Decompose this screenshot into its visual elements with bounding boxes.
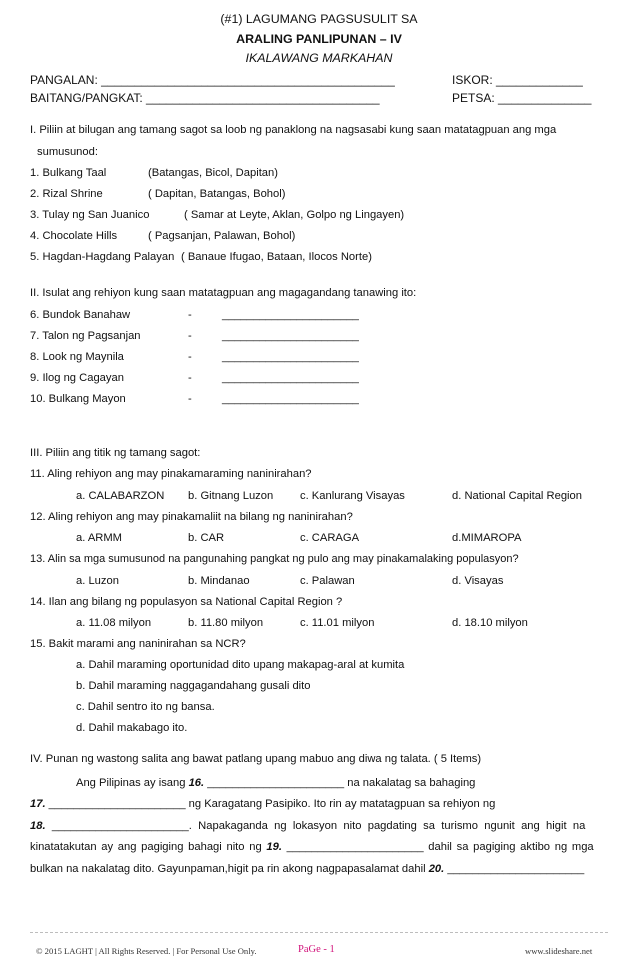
q14-option-d[interactable]: d. 18.10 milyon [452, 617, 528, 629]
item-6-dash: - [188, 309, 192, 321]
q11-option-d[interactable]: d. National Capital Region [452, 490, 582, 502]
q12-option-d[interactable]: d.MIMAROPA [452, 532, 522, 544]
q14-option-c[interactable]: c. 11.01 milyon [300, 617, 375, 629]
item-17-blank[interactable]: ______________________ [48, 798, 186, 810]
part4-instruction: IV. Punan ng wastong salita ang bawat patlang upang mabuo ang diwa ng talata. ( 5 Items) [30, 753, 482, 765]
para-text: kinatatakutan ay ang pagiging bahagi nito ng [30, 841, 262, 853]
paragraph-line-1 [76, 776, 475, 790]
item-5-question: 5. Hagdan-Hagdang Palayan [30, 251, 175, 263]
item-4-question: 4. Chocolate Hills [30, 230, 118, 242]
q15-option-c[interactable]: c. Dahil sentro ito ng bansa. [76, 701, 215, 713]
item-7-label: 7. Talon ng Pagsanjan [30, 330, 141, 342]
q13-question: 13. Alin sa mga sumusunod na pangunahing pangkat ng pulo ang may pinakamalaking populasyon? [30, 553, 519, 565]
para-text: Ang Pilipinas ay isang [76, 777, 186, 789]
item-19-blank[interactable]: ______________________ [286, 841, 424, 853]
title-line-1: (#1) LAGUMANG PAGSUSULIT SA [220, 12, 418, 26]
para-text: bulkan na nakalatag dito. Gayunpaman,higit pa rin akong nagpapasalamat dahil [30, 863, 426, 875]
part2-instruction: II. Isulat ang rehiyon kung saan matatagpuan ang magagandang tanawing ito: [30, 287, 417, 299]
para-text: na nakalatag sa bahaging [347, 777, 476, 789]
petsa-field[interactable]: PETSA: ______________ [452, 91, 592, 105]
baitang-field[interactable]: BAITANG/PANGKAT: ___________________________________ [30, 91, 380, 105]
footer-site-link[interactable]: www.slideshare.net [525, 946, 593, 956]
part1-instruction-cont: sumusunod: [37, 146, 98, 158]
q14-option-a[interactable]: a. 11.08 milyon [76, 617, 152, 629]
item-3-options[interactable]: ( Samar at Leyte, Aklan, Golpo ng Lingayen) [184, 209, 405, 221]
item-10-dash: - [188, 393, 192, 405]
pangalan-field[interactable]: PANGALAN: ____________________________________________ [30, 73, 395, 87]
q15-option-a[interactable]: a. Dahil maraming oportunidad dito upang makapag-aral at kumita [76, 659, 405, 671]
q14-question: 14. Ilan ang bilang ng populasyon sa National Capital Region ? [30, 596, 343, 608]
item-8-dash: - [188, 351, 192, 363]
item-2-question: 2. Rizal Shrine [30, 188, 103, 200]
item-20-number: 20. [428, 863, 445, 875]
iskor-field[interactable]: ISKOR: _____________ [452, 73, 583, 87]
q15-option-d[interactable]: d. Dahil makabago ito. [76, 722, 188, 734]
paragraph-line-3 [30, 819, 585, 833]
q11-option-a[interactable]: a. CALABARZON [76, 490, 165, 502]
footer-divider [30, 932, 608, 933]
item-9-dash: - [188, 372, 192, 384]
item-7-blank[interactable]: ______________________ [222, 330, 359, 342]
item-6-label: 6. Bundok Banahaw [30, 309, 131, 321]
item-18-number: 18. [30, 820, 46, 832]
item-4-options[interactable]: ( Pagsanjan, Palawan, Bohol) [148, 230, 296, 242]
q13-option-a[interactable]: a. Luzon [76, 575, 119, 587]
para-text: . Napakaganda ng lokasyon nito pagdating sa turismo ngunit ang higit na [188, 820, 586, 832]
part3-instruction: III. Piliin ang titik ng tamang sagot: [30, 447, 201, 459]
title-line-3: IKALAWANG MARKAHAN [245, 51, 393, 65]
q12-question: 12. Aling rehiyon ang may pinakamaliit na bilang ng naninirahan? [30, 511, 353, 523]
paragraph-line-5 [30, 862, 584, 876]
q13-option-c[interactable]: c. Palawan [300, 575, 355, 587]
q12-option-b[interactable]: b. CAR [188, 532, 225, 544]
q12-option-a[interactable]: a. ARMM [76, 532, 123, 544]
item-10-blank[interactable]: ______________________ [222, 393, 359, 405]
item-9-blank[interactable]: ______________________ [222, 372, 359, 384]
item-19-number: 19. [266, 841, 282, 853]
item-9-label: 9. Ilog ng Cagayan [30, 372, 124, 384]
q11-option-b[interactable]: b. Gitnang Luzon [188, 490, 274, 502]
item-20-blank[interactable]: ______________________ [447, 863, 585, 875]
item-18-blank[interactable]: ______________________ [51, 820, 189, 832]
paragraph-line-2 [30, 797, 495, 811]
q12-option-c[interactable]: c. CARAGA [300, 532, 360, 544]
q15-question: 15. Bakit marami ang naninirahan sa NCR? [30, 638, 246, 650]
footer-page-number: PaGe - 1 [298, 944, 335, 955]
part1-instruction: I. Piliin at bilugan ang tamang sagot sa loob ng panaklong na nagsasabi kung saan matatagpuan ang mga [30, 124, 557, 136]
item-5-options[interactable]: ( Banaue Ifugao, Bataan, Ilocos Norte) [181, 251, 372, 263]
q13-option-b[interactable]: b. Mindanao [188, 575, 250, 587]
item-1-question: 1. Bulkang Taal [30, 167, 107, 179]
para-text: dahil sa pagiging aktibo ng mga [428, 841, 594, 853]
item-16-number: 16. [188, 777, 205, 789]
item-8-label: 8. Look ng Maynila [30, 351, 124, 363]
item-6-blank[interactable]: ______________________ [222, 309, 359, 321]
item-17-number: 17. [30, 798, 46, 810]
q11-option-c[interactable]: c. Kanlurang Visayas [300, 490, 405, 502]
item-8-blank[interactable]: ______________________ [222, 351, 359, 363]
item-7-dash: - [188, 330, 192, 342]
title-line-2: ARALING PANLIPUNAN – IV [236, 32, 402, 46]
footer-copyright: © 2015 LAGHT | All Rights Reserved. | For Personal Use Only. [36, 946, 257, 956]
para-text: ng Karagatang Pasipiko. Ito rin ay matatagpuan sa rehiyon ng [188, 798, 496, 810]
item-10-label: 10. Bulkang Mayon [30, 393, 126, 405]
q15-option-b[interactable]: b. Dahil maraming naggagandahang gusali dito [76, 680, 311, 692]
item-3-question: 3. Tulay ng San Juanico [30, 209, 150, 221]
paragraph-line-4 [30, 840, 594, 854]
q14-option-b[interactable]: b. 11.80 milyon [188, 617, 264, 629]
item-2-options[interactable]: ( Dapitan, Batangas, Bohol) [148, 188, 286, 200]
q13-option-d[interactable]: d. Visayas [452, 575, 504, 587]
item-1-options[interactable]: (Batangas, Bicol, Dapitan) [148, 167, 278, 179]
item-16-blank[interactable]: ______________________ [207, 777, 345, 789]
q11-question: 11. Aling rehiyon ang may pinakamaraming naninirahan? [30, 468, 312, 480]
